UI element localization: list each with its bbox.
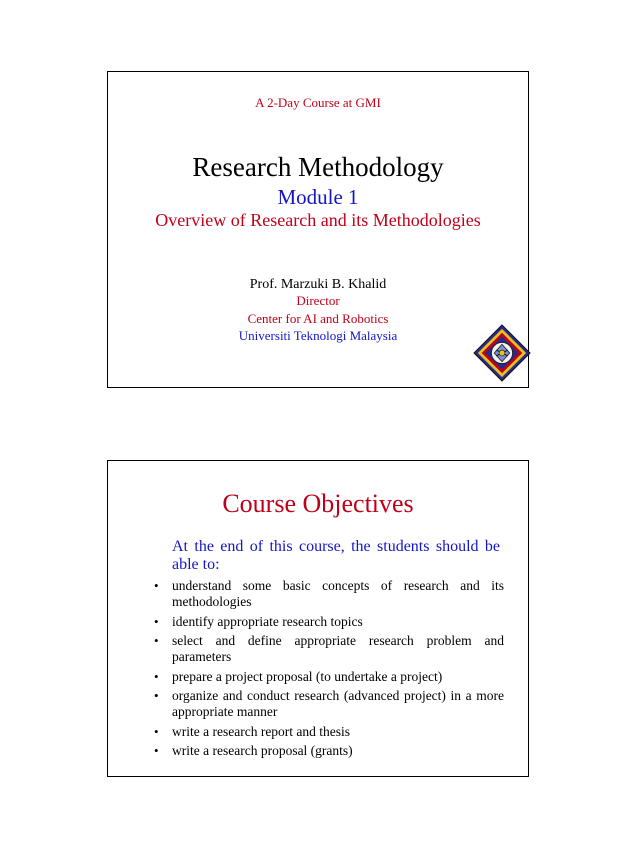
- center-name: Center for AI and Robotics: [247, 311, 389, 326]
- author-role: Director: [296, 293, 340, 308]
- objectives-title: Course Objectives: [222, 489, 414, 518]
- bullet-dot-icon: •: [154, 723, 159, 739]
- objectives-list: [152, 578, 504, 763]
- university-name: Universiti Teknologi Malaysia: [238, 328, 398, 343]
- list-item: [152, 578, 504, 610]
- bullet-dot-icon: •: [154, 613, 159, 629]
- list-item-text: organize and conduct research (advanced project) in a more appropriate manner: [172, 688, 504, 719]
- bullet-dot-icon: •: [154, 633, 159, 648]
- bullet-dot-icon: •: [154, 578, 159, 593]
- list-item-text: identify appropriate research topics: [172, 613, 363, 629]
- slide-title-page: [107, 71, 529, 388]
- list-item: [152, 633, 504, 665]
- list-item-text: understand some basic concepts of research and its methodologies: [172, 578, 504, 609]
- list-item: [152, 669, 504, 685]
- list-item-text: select and define appropriate research problem and parameters: [172, 633, 504, 664]
- list-item-text: write a research report and thesis: [172, 723, 351, 739]
- list-item: [152, 724, 504, 740]
- slide-subtitle: Overview of Research and its Methodologies: [155, 210, 481, 230]
- list-item: [152, 688, 504, 720]
- bullet-dot-icon: •: [154, 743, 159, 758]
- module-label: Module 1: [277, 185, 359, 209]
- list-item-text: write a research proposal (grants): [172, 743, 353, 758]
- bullet-dot-icon: •: [154, 688, 159, 703]
- list-item-text: prepare a project proposal (to undertake a project): [172, 668, 443, 684]
- bullet-dot-icon: •: [154, 668, 159, 684]
- slide-title: Research Methodology: [192, 152, 444, 182]
- slide-course-objectives: [107, 460, 529, 777]
- list-item: [152, 614, 504, 630]
- course-line: A 2-Day Course at GMI: [255, 95, 381, 110]
- author-name: Prof. Marzuki B. Khalid: [249, 277, 387, 292]
- utm-crest-icon: [473, 324, 531, 382]
- objectives-intro: At the end of this course, the students should be able to:: [172, 538, 500, 573]
- list-item: [152, 743, 504, 759]
